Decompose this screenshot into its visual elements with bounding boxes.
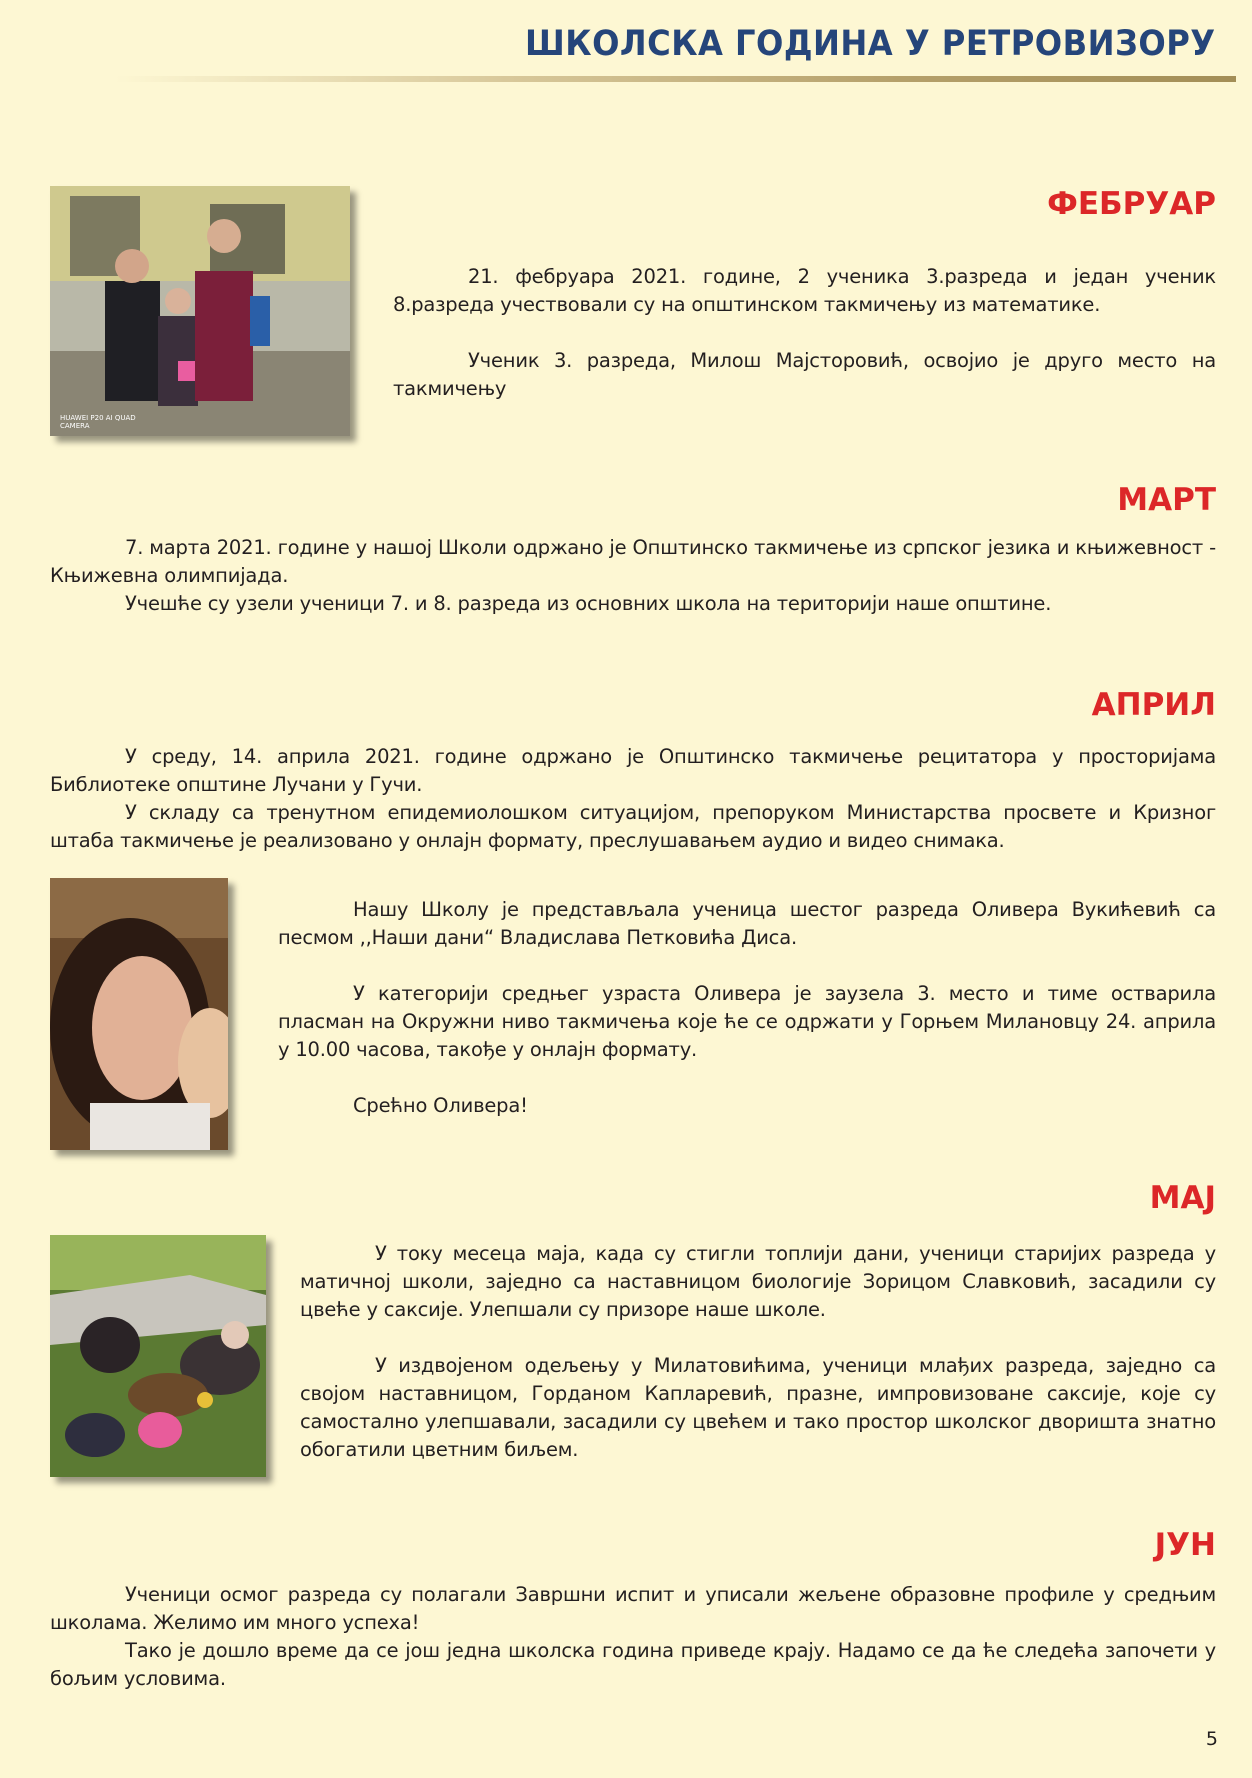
header-divider [115,76,1236,82]
section-text-april [50,743,1216,855]
photo-students-february [50,186,350,436]
paragraph: 7. марта 2021. године у нашој Школи одржано је Општинско такмичење из српског језика и књижевност - Књижевна олимпијада. [50,536,1216,587]
section-text-june [50,1581,1216,1693]
page-title: ШКОЛСКА ГОДИНА У РЕТРОВИЗОРУ [525,24,1216,64]
paragraph: У категорији средњег узраста Оливера је заузела 3. место и тиме остварила пласман на Окружни ниво такмичења које ће се одржати у Горњем Милановцу 24. априла у 10.00 часова, такође у онлајн формату. [278,982,1216,1061]
section-text-march [50,534,1216,618]
section-heading-february: ФЕБРУАР [1047,186,1216,222]
paragraph: У издвојеном одељењу у Милатовићима, ученици млађих разреда, заједно са својом наставницом, Гордaном Капларевић, празне, импровизоване саксије, које су самостално улепшавали, засадили су цвећем и тако простор школског дворишта знатно обогатили цветним биљем. [300,1354,1216,1461]
paragraph: Нашу Школу је представљала ученица шестог разреда Оливера Вукићевић са песмом ,,Наши дани“ Владислава Петковића Диса. [278,898,1216,949]
section-side-text-april [278,896,1216,1120]
section-heading-may: МАЈ [1149,1180,1216,1216]
section-text-may [300,1240,1216,1464]
paragraph: Ученик 3. разреда, Милош Мајсторовић, освојио је друго место на такмичењу [393,349,1216,400]
paragraph: Срећно Оливера! [353,1094,528,1117]
photo-camera-watermark: HUAWEI P20 AI QUAD CAMERA [60,414,136,430]
photo-planting-may [50,1235,266,1477]
section-heading-march: МАРТ [1117,482,1216,518]
paragraph: Учешће су узели ученици 7. и 8. разреда из основних школа на територији наше општине. [125,592,1052,615]
paragraph: Ученици осмог разреда су полагали Завршни испит и уписали жељене образовне профиле у средњим школама. Желимо им много успеха! [50,1583,1216,1634]
paragraph: 21. фебруара 2021. године, 2 ученика 3.разреда и један ученик 8.разреда учествовали су на општинском такмичењу из математике. [393,265,1216,316]
paragraph: У среду, 14. априла 2021. године одржано је Општинско такмичење рецитатора у просторијама Библиотеке општине Лучани у Гучи. [50,745,1216,796]
paragraph: Тако је дошло време да се још једна школска година приведе крају. Надамо се да ће следећа започети у бољим условима. [50,1639,1216,1690]
paragraph: У складу са тренутном епидемиолошком ситуацијом, препоруком Министарства просвете и Кризног штаба такмичење је реализовано у онлајн формату, преслушавањем аудио и видео снимака. [50,801,1216,852]
photo-olivera-april [50,878,228,1150]
paragraph: У току месеца маја, када су стигли топлији дани, ученици старијих разреда у матичној школи, заједно са наставницом биологије Зорицом Славковић, засадили су цвеће у саксије. Улепшали су призоре наше школе. [300,1242,1216,1321]
section-heading-june: ЈУН [1154,1527,1216,1563]
section-text-february [393,263,1216,403]
section-heading-april: АПРИЛ [1091,687,1216,723]
page-number: 5 [1205,1728,1218,1750]
